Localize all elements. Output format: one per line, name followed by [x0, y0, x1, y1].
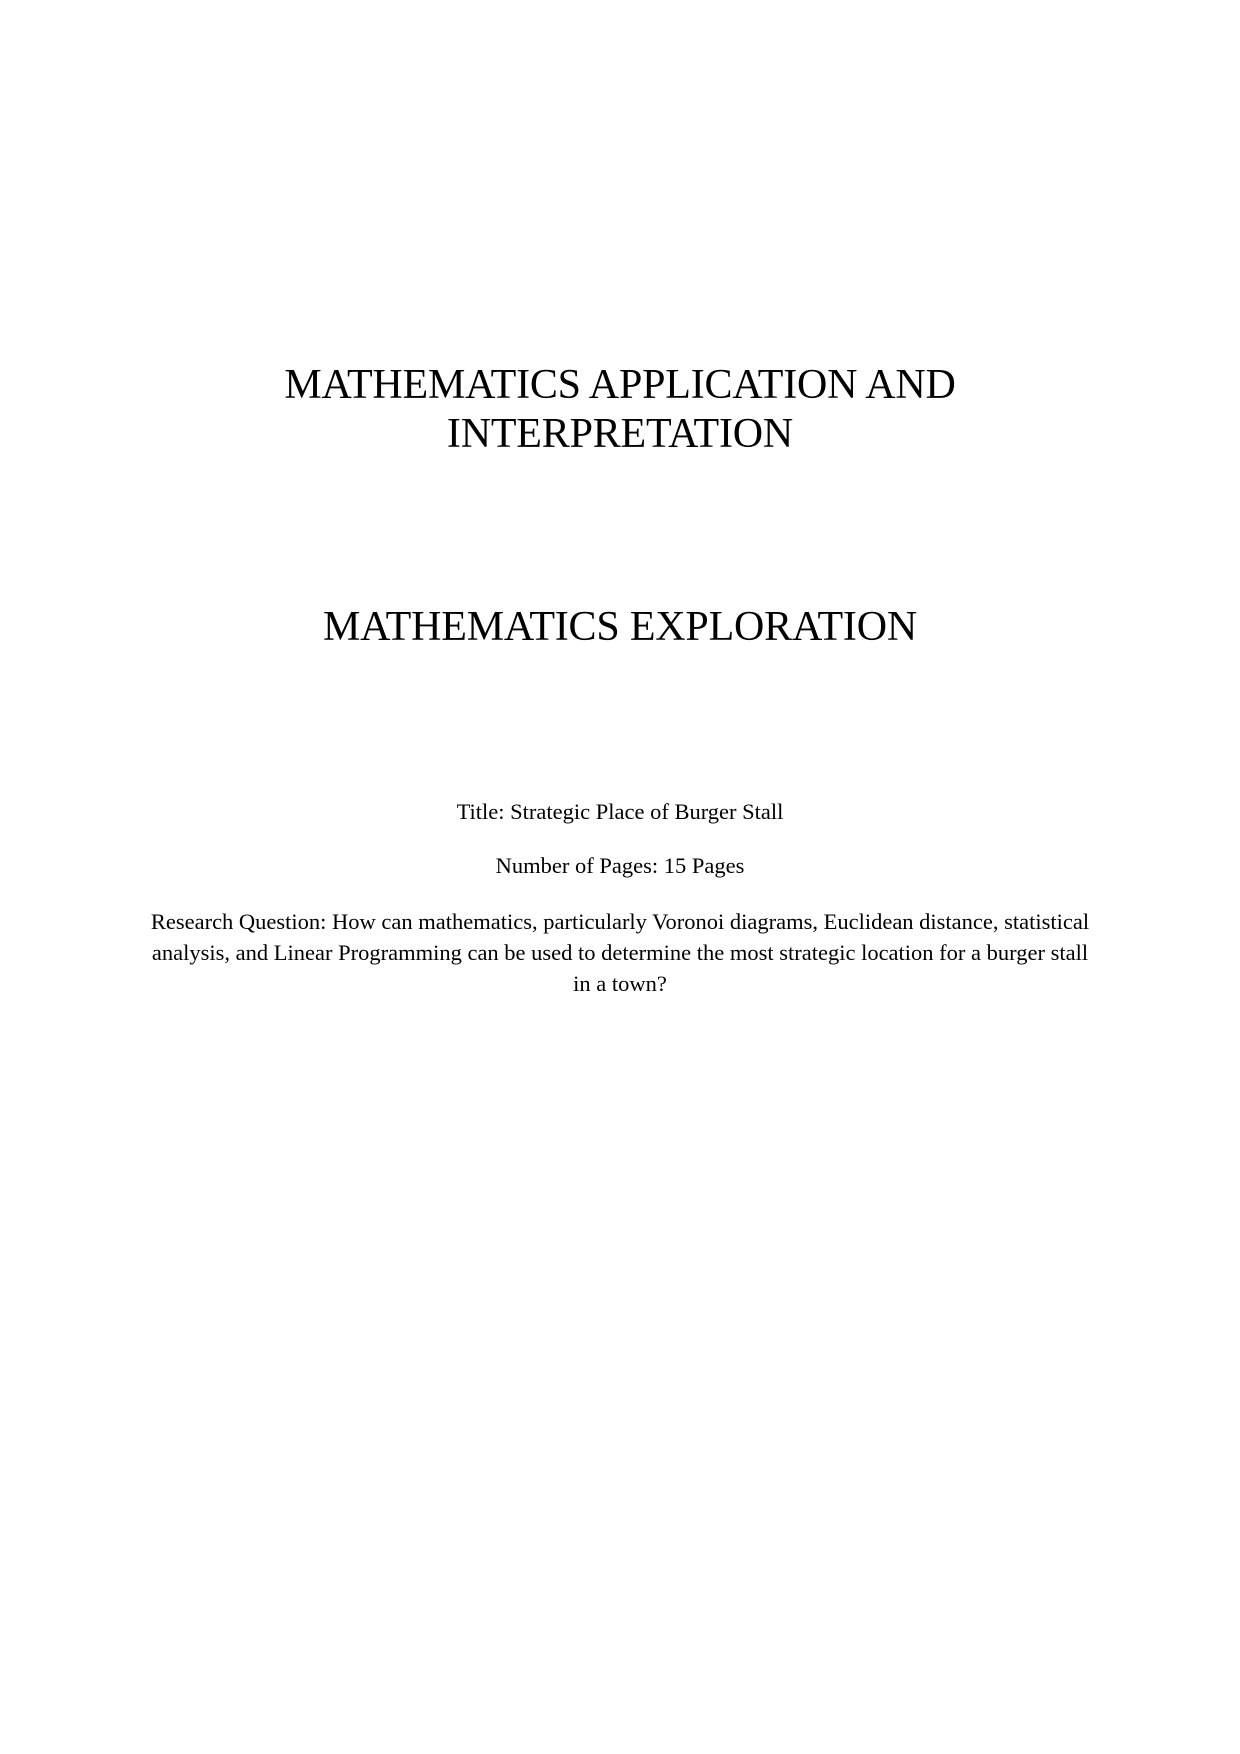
- title-label: Title: Strategic Place of Burger Stall: [456, 799, 784, 824]
- course-title-line-1: MATHEMATICS APPLICATION AND: [284, 362, 956, 408]
- research-question: Research Question: How can mathematics, particularly Voronoi diagrams, Euclidean distance, statistical analysis, and Linear Programming can be used to determine the most strategic location for a burger stall in a town?: [150, 909, 1090, 996]
- document-subtitle: MATHEMATICS EXPLORATION: [323, 604, 917, 650]
- page-count-label: Number of Pages: 15 Pages: [495, 853, 745, 878]
- course-title-line-2: INTERPRETATION: [446, 411, 794, 457]
- cover-metadata-block: [147, 798, 1093, 999]
- course-title: [147, 361, 1093, 459]
